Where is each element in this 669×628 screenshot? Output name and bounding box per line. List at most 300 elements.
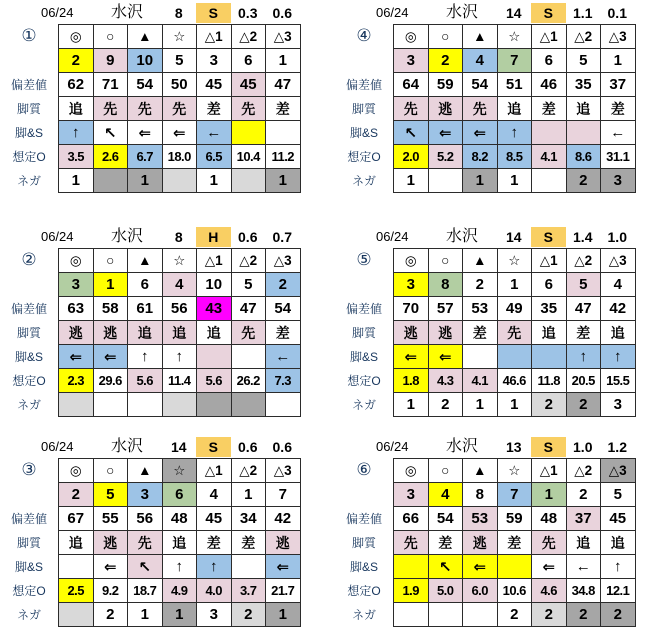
nega-cell: 2 [94, 603, 129, 627]
number-cell: 3 [59, 273, 94, 297]
kyakushitsu-cell: 差 [429, 531, 464, 555]
header-value-1: 1.0 [573, 438, 593, 455]
kyaku_s-cell: ⇐ [266, 555, 301, 579]
number-cell: 5 [567, 49, 602, 73]
kyakushitsu-cell: 追 [163, 531, 198, 555]
hensachi-cell: 67 [59, 507, 94, 531]
hensachi-cell: 71 [94, 73, 129, 97]
marks-cell: ○ [429, 459, 464, 483]
number-cell: 5 [94, 483, 129, 507]
soutei_o-cell: 6.7 [128, 145, 163, 169]
hensachi-cell: 37 [567, 507, 602, 531]
kyaku_s-cell [59, 555, 94, 579]
marks-cell: ◎ [394, 249, 429, 273]
number-cell: 2 [429, 49, 464, 73]
number-cell: 3 [394, 273, 429, 297]
nega-cell: 1 [128, 169, 163, 193]
marks-cell: ○ [429, 249, 464, 273]
hensachi-cell: 45 [197, 73, 232, 97]
soutei_o-cell: 7.3 [266, 369, 301, 393]
header-value-2: 0.6 [272, 4, 292, 21]
marks-cell: △1 [197, 25, 232, 49]
row-label: 想定O [12, 373, 46, 388]
nega-cell: 2 [567, 169, 602, 193]
marks-cell: ☆ [498, 249, 533, 273]
kyaku_s-cell: ↑ [498, 121, 533, 145]
kyaku_s-cell: ↑ [59, 121, 94, 145]
hensachi-cell: 50 [163, 73, 198, 97]
hensachi-cell: 42 [266, 507, 301, 531]
marks-cell: ○ [94, 25, 129, 49]
row-label: 想定O [347, 149, 381, 164]
header-value-2: 0.1 [607, 4, 627, 21]
table-number-badge: ⑤ [356, 250, 372, 269]
kyaku_s-cell: ← [601, 121, 636, 145]
number-cell: 3 [197, 49, 232, 73]
kyakushitsu-cell: 追 [163, 321, 198, 345]
kyakushitsu-cell: 差 [601, 97, 636, 121]
row-label: 脚質 [351, 535, 376, 550]
nega-cell [197, 393, 232, 417]
race-number: 8 [174, 228, 183, 245]
kyaku_s-cell: ↖ [429, 555, 464, 579]
soutei_o-cell: 4.1 [463, 369, 498, 393]
nega-cell: 1 [498, 393, 533, 417]
race-venue: 水沢 [445, 437, 478, 455]
kyakushitsu-cell: 追 [567, 531, 602, 555]
header-value-2: 1.2 [607, 438, 627, 455]
nega-cell: 1 [266, 169, 301, 193]
row-label: 脚&S [349, 559, 378, 574]
header-value-2: 0.6 [272, 438, 292, 455]
marks-cell: △2 [232, 249, 267, 273]
soutei_o-cell: 46.6 [498, 369, 533, 393]
row-label: 偏差値 [345, 511, 382, 526]
kyaku_s-cell: ↑ [163, 555, 198, 579]
nega-cell: 2 [429, 393, 464, 417]
number-cell: 6 [128, 273, 163, 297]
kyaku_s-cell: ⇐ [59, 345, 94, 369]
number-cell: 5 [163, 49, 198, 73]
number-cell: 3 [394, 483, 429, 507]
hensachi-cell: 70 [394, 297, 429, 321]
nega-cell: 1 [163, 603, 198, 627]
hensachi-cell: 54 [128, 73, 163, 97]
nega-cell [232, 393, 267, 417]
kyaku_s-cell [532, 345, 567, 369]
soutei_o-cell: 2.3 [59, 369, 94, 393]
race-table-6 [393, 458, 636, 627]
hensachi-cell: 48 [163, 507, 198, 531]
kyaku_s-cell: ⇐ [429, 121, 464, 145]
number-cell: 1 [532, 483, 567, 507]
marks-cell: ▲ [463, 459, 498, 483]
kyakushitsu-cell: 追 [59, 97, 94, 121]
nega-cell [232, 169, 267, 193]
nega-cell: 1 [128, 603, 163, 627]
marks-cell: ▲ [128, 25, 163, 49]
kyaku_s-cell: ⇐ [463, 121, 498, 145]
race-block-5 [335, 210, 669, 420]
soutei_o-cell: 4.1 [532, 145, 567, 169]
kyaku_s-cell: ↖ [394, 121, 429, 145]
nega-cell [163, 393, 198, 417]
row-label: 脚質 [16, 325, 41, 340]
soutei_o-cell: 10.4 [232, 145, 267, 169]
marks-cell: ☆ [163, 25, 198, 49]
pace-badge: S [531, 3, 566, 23]
table-number-badge: ② [21, 250, 37, 269]
number-cell: 5 [232, 273, 267, 297]
race-header-1 [0, 2, 335, 23]
soutei_o-cell: 11.8 [532, 369, 567, 393]
soutei_o-cell: 8.2 [463, 145, 498, 169]
row-label: ネガ [16, 607, 41, 622]
number-cell: 6 [232, 49, 267, 73]
kyakushitsu-cell: 差 [532, 97, 567, 121]
race-body-1 [0, 24, 335, 193]
nega-cell: 2 [567, 603, 602, 627]
soutei_o-cell: 34.8 [567, 579, 602, 603]
kyaku_s-cell: ⇐ [394, 345, 429, 369]
kyakushitsu-cell: 逃 [94, 531, 129, 555]
row-label: ネガ [16, 173, 41, 188]
kyaku_s-cell [394, 555, 429, 579]
soutei_o-cell: 3.7 [232, 579, 267, 603]
row-label: 脚&S [14, 125, 43, 140]
nega-cell [94, 393, 129, 417]
kyaku_s-cell [532, 121, 567, 145]
hensachi-cell: 45 [197, 507, 232, 531]
soutei_o-cell: 2.6 [94, 145, 129, 169]
soutei_o-cell: 11.4 [163, 369, 198, 393]
kyakushitsu-cell: 先 [532, 531, 567, 555]
kyakushitsu-cell: 逃 [59, 321, 94, 345]
kyakushitsu-cell: 差 [232, 531, 267, 555]
race-number: 14 [505, 228, 522, 245]
kyakushitsu-cell: 先 [232, 97, 267, 121]
number-cell: 3 [394, 49, 429, 73]
header-value-1: 1.4 [573, 228, 593, 245]
hensachi-cell: 42 [601, 297, 636, 321]
hensachi-cell: 47 [232, 297, 267, 321]
hensachi-cell: 57 [429, 297, 464, 321]
row-label-column [335, 24, 393, 193]
soutei_o-cell: 8.6 [567, 145, 602, 169]
kyaku_s-cell: ← [567, 555, 602, 579]
row-label: ネガ [351, 607, 376, 622]
race-header-2 [0, 226, 335, 247]
race-venue: 水沢 [445, 227, 478, 245]
nega-cell: 1 [197, 169, 232, 193]
row-label-column [0, 24, 58, 193]
race-table-5 [393, 248, 636, 417]
pace-badge: S [531, 437, 566, 457]
kyakushitsu-cell: 先 [394, 97, 429, 121]
row-label: ネガ [351, 397, 376, 412]
hensachi-cell: 63 [59, 297, 94, 321]
soutei_o-cell: 21.7 [266, 579, 301, 603]
marks-cell: ○ [94, 249, 129, 273]
header-value-2: 1.0 [607, 228, 627, 245]
header-value-1: 0.3 [238, 4, 258, 21]
hensachi-cell: 55 [94, 507, 129, 531]
kyakushitsu-cell: 追 [197, 321, 232, 345]
marks-cell: △3 [266, 249, 301, 273]
number-cell: 2 [59, 483, 94, 507]
soutei_o-cell: 2.0 [394, 145, 429, 169]
row-label-column [0, 458, 58, 627]
marks-cell: ◎ [59, 459, 94, 483]
race-block-6 [335, 420, 669, 628]
kyaku_s-cell: ↖ [128, 555, 163, 579]
number-cell: 2 [266, 273, 301, 297]
kyakushitsu-cell: 逃 [429, 97, 464, 121]
marks-cell: ◎ [394, 25, 429, 49]
marks-cell: ▲ [463, 25, 498, 49]
number-cell: 6 [163, 483, 198, 507]
number-cell: 2 [463, 273, 498, 297]
number-cell: 1 [266, 49, 301, 73]
row-label: 脚&S [349, 125, 378, 140]
race-body-3 [0, 458, 335, 627]
kyakushitsu-cell: 追 [59, 531, 94, 555]
row-label: ネガ [351, 173, 376, 188]
row-label: 脚&S [14, 349, 43, 364]
soutei_o-cell: 5.6 [128, 369, 163, 393]
nega-cell [429, 603, 464, 627]
kyaku_s-cell [232, 555, 267, 579]
number-cell: 7 [498, 483, 533, 507]
nega-cell: 3 [601, 169, 636, 193]
marks-cell: △2 [567, 25, 602, 49]
soutei_o-cell: 1.8 [394, 369, 429, 393]
race-venue: 水沢 [110, 3, 143, 21]
soutei_o-cell: 31.1 [601, 145, 636, 169]
number-cell: 5 [601, 483, 636, 507]
soutei_o-cell: 1.9 [394, 579, 429, 603]
nega-cell [394, 603, 429, 627]
kyaku_s-cell [498, 555, 533, 579]
marks-cell: △2 [232, 25, 267, 49]
kyaku_s-cell: ⇐ [94, 345, 129, 369]
number-cell: 9 [94, 49, 129, 73]
nega-cell [94, 169, 129, 193]
pace-badge: S [531, 227, 566, 247]
kyakushitsu-cell: 先 [394, 531, 429, 555]
header-value-1: 0.6 [238, 438, 258, 455]
row-label: 脚&S [349, 349, 378, 364]
hensachi-cell: 53 [463, 297, 498, 321]
nega-cell [532, 169, 567, 193]
kyaku_s-cell: ↑ [128, 345, 163, 369]
soutei_o-cell: 11.2 [266, 145, 301, 169]
kyakushitsu-cell: 先 [128, 97, 163, 121]
kyaku_s-cell: ↑ [601, 345, 636, 369]
race-number: 13 [505, 438, 522, 455]
soutei_o-cell: 26.2 [232, 369, 267, 393]
row-label: 想定O [12, 583, 46, 598]
kyakushitsu-cell: 先 [128, 531, 163, 555]
marks-cell: △2 [567, 249, 602, 273]
race-header-5 [335, 226, 669, 247]
hensachi-cell: 59 [498, 507, 533, 531]
race-block-2 [0, 210, 335, 420]
soutei_o-cell: 8.5 [498, 145, 533, 169]
hensachi-cell: 56 [163, 297, 198, 321]
kyaku_s-cell: ↑ [163, 345, 198, 369]
marks-cell: △1 [532, 249, 567, 273]
kyaku_s-cell: ⇐ [532, 555, 567, 579]
hensachi-cell: 35 [567, 73, 602, 97]
hensachi-cell: 58 [94, 297, 129, 321]
nega-cell: 1 [394, 169, 429, 193]
marks-cell: ☆ [498, 25, 533, 49]
kyakushitsu-cell: 追 [567, 97, 602, 121]
marks-cell: △3 [266, 25, 301, 49]
marks-cell: △2 [567, 459, 602, 483]
row-label: 脚質 [351, 101, 376, 116]
row-label: 想定O [12, 149, 46, 164]
marks-cell: △3 [266, 459, 301, 483]
marks-cell: ▲ [128, 459, 163, 483]
marks-cell: ◎ [394, 459, 429, 483]
soutei_o-cell: 6.0 [463, 579, 498, 603]
number-cell: 1 [232, 483, 267, 507]
row-label: 脚質 [16, 535, 41, 550]
nega-cell: 1 [463, 393, 498, 417]
header-value-1: 1.1 [573, 4, 593, 21]
hensachi-cell: 34 [232, 507, 267, 531]
hensachi-cell: 46 [532, 73, 567, 97]
kyakushitsu-cell: 差 [567, 321, 602, 345]
marks-cell: △1 [197, 249, 232, 273]
row-label: ネガ [16, 397, 41, 412]
hensachi-cell: 64 [394, 73, 429, 97]
hensachi-cell: 35 [532, 297, 567, 321]
race-body-5 [335, 248, 669, 417]
kyaku_s-cell: ⇐ [94, 555, 129, 579]
number-cell: 4 [429, 483, 464, 507]
race-number: 8 [174, 4, 183, 21]
race-number: 14 [170, 438, 187, 455]
kyaku_s-cell [266, 121, 301, 145]
kyakushitsu-cell: 先 [94, 97, 129, 121]
marks-cell: △2 [232, 459, 267, 483]
race-table-1 [58, 24, 301, 193]
marks-cell: △3 [601, 249, 636, 273]
kyakushitsu-cell: 逃 [463, 531, 498, 555]
nega-cell: 2 [532, 603, 567, 627]
soutei_o-cell: 9.2 [94, 579, 129, 603]
number-cell: 1 [601, 49, 636, 73]
race-venue: 水沢 [110, 437, 143, 455]
kyaku_s-cell: ↑ [601, 555, 636, 579]
race-date: 06/24 [375, 228, 409, 244]
kyakushitsu-cell: 差 [197, 531, 232, 555]
kyaku_s-cell: ← [197, 121, 232, 145]
soutei_o-cell: 10.6 [498, 579, 533, 603]
row-label: 偏差値 [10, 77, 47, 92]
number-cell: 5 [567, 273, 602, 297]
nega-cell: 1 [394, 393, 429, 417]
number-cell: 2 [567, 483, 602, 507]
kyaku_s-cell: ← [266, 345, 301, 369]
soutei_o-cell: 4.9 [163, 579, 198, 603]
table-number-badge: ③ [21, 460, 37, 479]
number-cell: 4 [463, 49, 498, 73]
kyaku_s-cell: ⇐ [429, 345, 464, 369]
marks-cell: ☆ [498, 459, 533, 483]
race-date: 06/24 [40, 438, 74, 454]
kyakushitsu-cell: 逃 [394, 321, 429, 345]
soutei_o-cell: 12.1 [601, 579, 636, 603]
nega-cell: 2 [601, 603, 636, 627]
soutei_o-cell: 20.5 [567, 369, 602, 393]
hensachi-cell: 47 [567, 297, 602, 321]
soutei_o-cell: 3.5 [59, 145, 94, 169]
kyakushitsu-cell: 追 [498, 97, 533, 121]
hensachi-cell: 54 [463, 73, 498, 97]
kyakushitsu-cell: 差 [266, 321, 301, 345]
race-date: 06/24 [375, 4, 409, 20]
race-block-1 [0, 0, 335, 210]
race-header-3 [0, 436, 335, 457]
race-block-4 [335, 0, 669, 210]
kyakushitsu-cell: 追 [601, 531, 636, 555]
soutei_o-cell: 5.0 [429, 579, 464, 603]
row-label: 脚質 [351, 325, 376, 340]
kyaku_s-cell: ⇐ [128, 121, 163, 145]
race-table-3 [58, 458, 301, 627]
kyaku_s-cell [567, 121, 602, 145]
kyakushitsu-cell: 逃 [429, 321, 464, 345]
nega-cell: 1 [266, 603, 301, 627]
soutei_o-cell: 5.2 [429, 145, 464, 169]
marks-cell: △1 [197, 459, 232, 483]
race-venue: 水沢 [110, 227, 143, 245]
header-value-1: 0.6 [238, 228, 258, 245]
hensachi-cell: 51 [498, 73, 533, 97]
number-cell: 8 [429, 273, 464, 297]
nega-cell: 3 [197, 603, 232, 627]
nega-cell [463, 603, 498, 627]
kyakushitsu-cell: 追 [532, 321, 567, 345]
race-body-4 [335, 24, 669, 193]
kyakushitsu-cell: 先 [232, 321, 267, 345]
row-label: 偏差値 [345, 77, 382, 92]
hensachi-cell: 43 [197, 297, 232, 321]
kyaku_s-cell: ↑ [197, 555, 232, 579]
marks-cell: △3 [601, 25, 636, 49]
hensachi-cell: 59 [429, 73, 464, 97]
kyakushitsu-cell: 差 [463, 321, 498, 345]
race-body-6 [335, 458, 669, 627]
kyakushitsu-cell: 先 [498, 321, 533, 345]
nega-cell [429, 169, 464, 193]
nega-cell [266, 393, 301, 417]
hensachi-cell: 47 [266, 73, 301, 97]
hensachi-cell: 45 [601, 507, 636, 531]
row-label-column [335, 248, 393, 417]
kyaku_s-cell [197, 345, 232, 369]
pace-badge: H [196, 227, 231, 247]
row-label: 偏差値 [345, 301, 382, 316]
row-label-column [335, 458, 393, 627]
number-cell: 6 [532, 49, 567, 73]
race-block-3 [0, 420, 335, 628]
kyakushitsu-cell: 先 [163, 97, 198, 121]
